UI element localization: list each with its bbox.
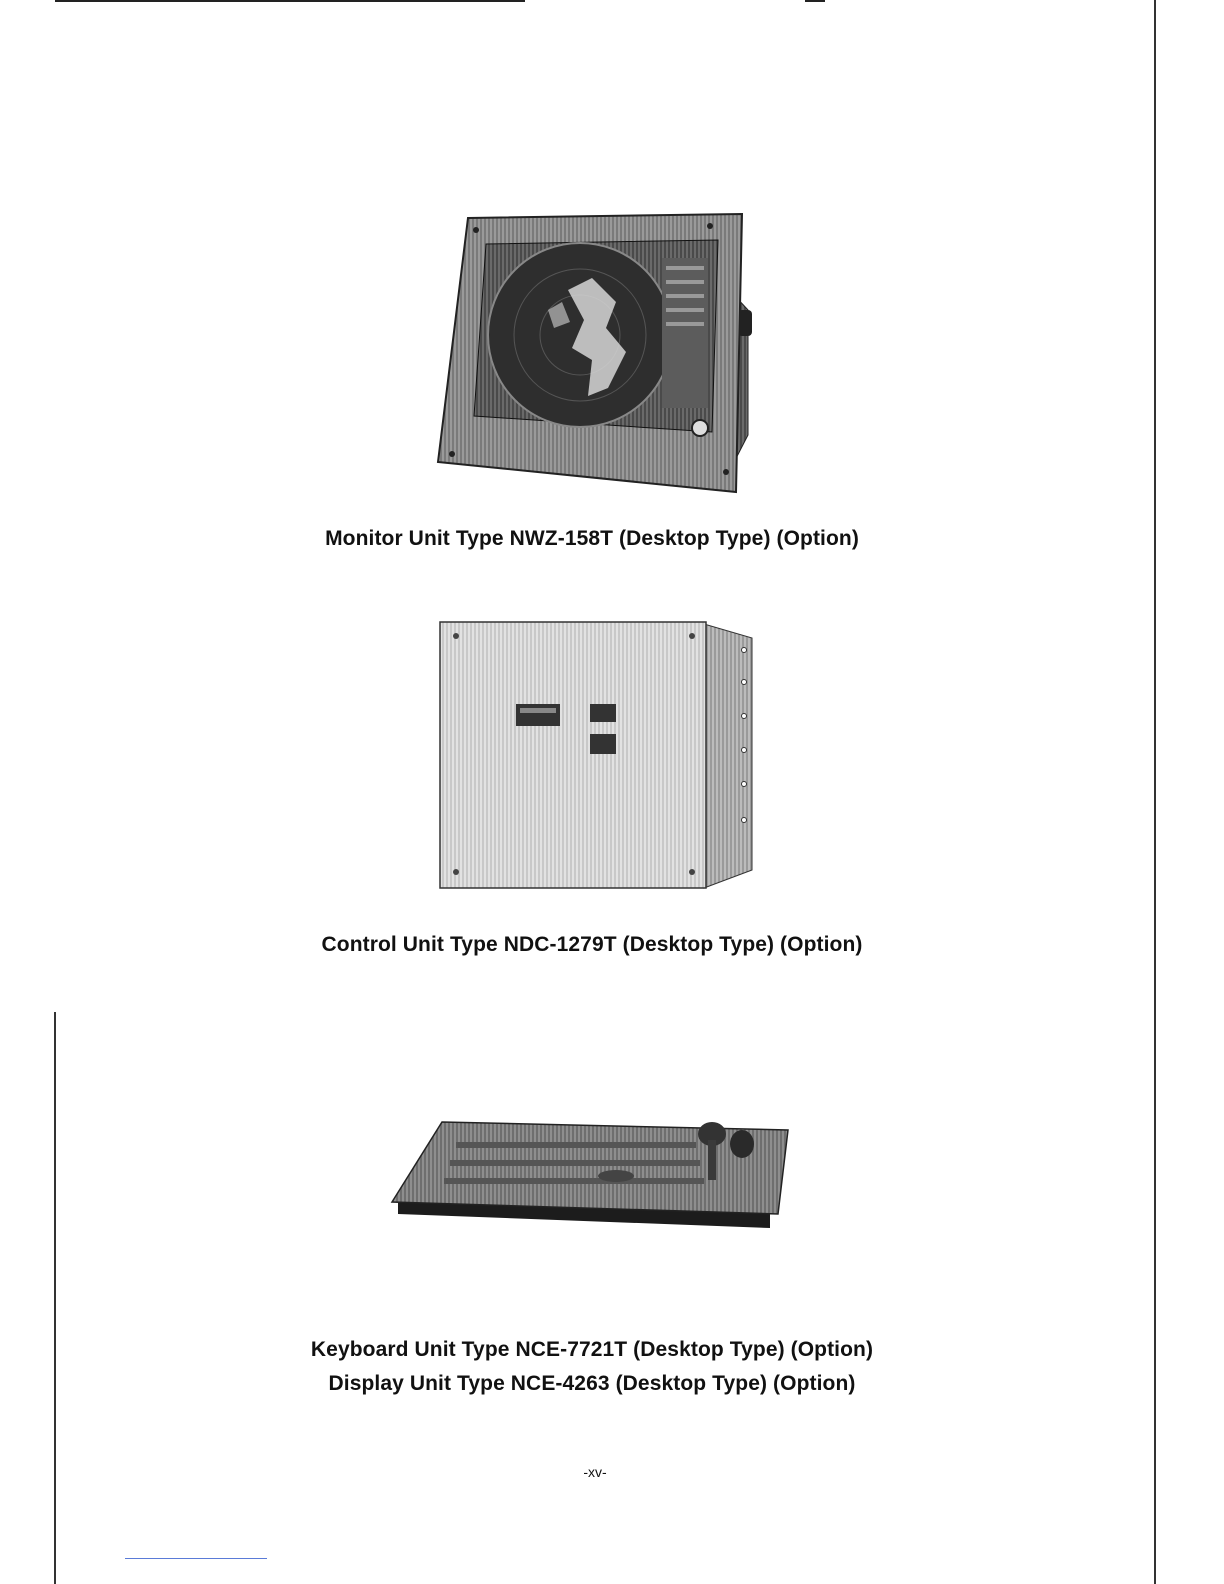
- monitor-unit-caption: Monitor Unit Type NWZ-158T (Desktop Type) (Option): [325, 527, 859, 550]
- monitor-unit-photo: [430, 210, 760, 500]
- bottom-blue-rule: [125, 1558, 267, 1559]
- page-number: -xv-: [583, 1464, 607, 1480]
- left-border-rule: [54, 1012, 56, 1584]
- top-left-rule: [55, 0, 525, 2]
- keyboard-unit-photo: [386, 1110, 794, 1236]
- display-unit-caption-line2: Display Unit Type NCE-4263 (Desktop Type) (Option): [328, 1372, 856, 1395]
- control-unit-photo: [436, 616, 758, 894]
- control-unit-caption: Control Unit Type NDC-1279T (Desktop Type) (Option): [321, 933, 863, 956]
- top-right-rule: [805, 0, 825, 2]
- keyboard-unit-caption-line1: Keyboard Unit Type NCE-7721T (Desktop Type) (Option): [310, 1338, 874, 1361]
